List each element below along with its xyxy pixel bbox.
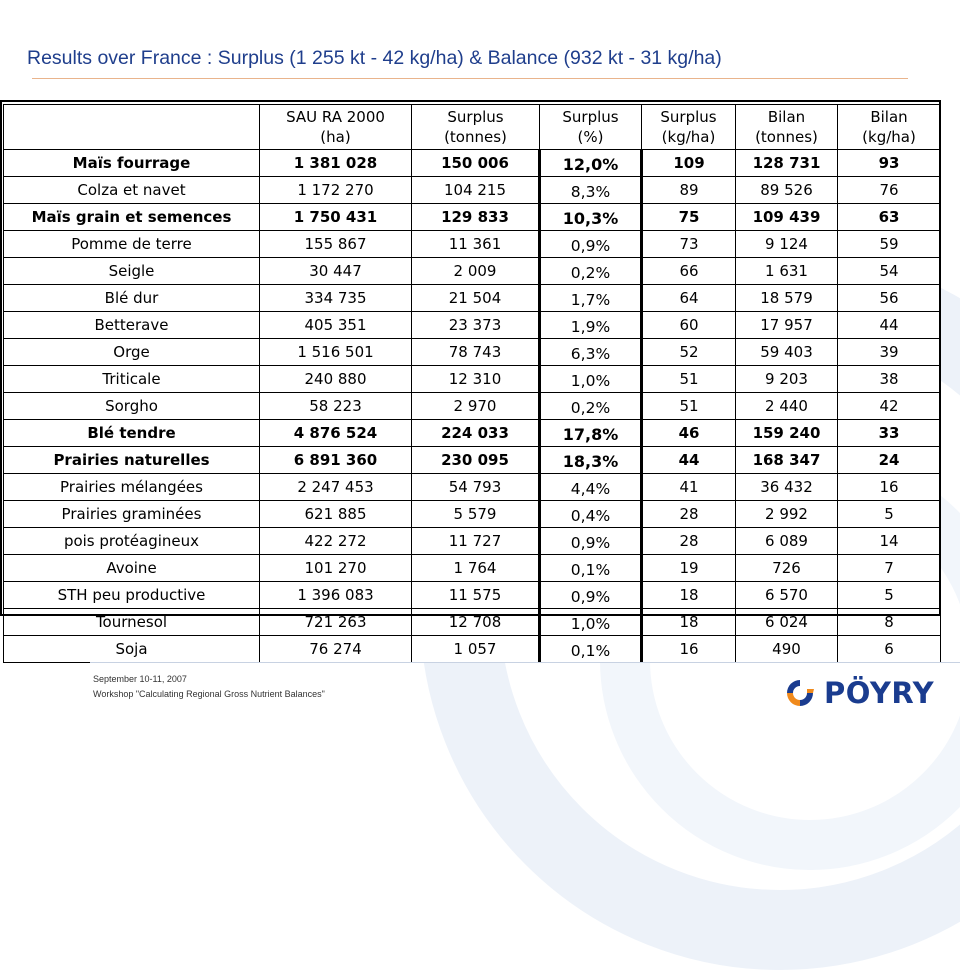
table-cell: 8 [838, 609, 941, 636]
table-cell: 9 124 [736, 231, 838, 258]
table-cell: 1 057 [412, 636, 540, 663]
table-row [4, 393, 941, 420]
table-cell: Triticale [4, 366, 260, 393]
table-cell: 2 247 453 [260, 474, 412, 501]
table-cell: 76 [838, 177, 941, 204]
table-body [4, 150, 941, 663]
table-cell: 6 891 360 [260, 447, 412, 474]
table-cell: 51 [642, 366, 736, 393]
table-cell: 17 957 [736, 312, 838, 339]
table-cell: Pomme de terre [4, 231, 260, 258]
footer-divider [90, 662, 960, 663]
table-cell: 18,3% [540, 447, 642, 474]
table-row [4, 420, 941, 447]
table-cell: 21 504 [412, 285, 540, 312]
table-cell: 93 [838, 150, 941, 177]
table-cell: 89 [642, 177, 736, 204]
table-cell: 39 [838, 339, 941, 366]
table-cell: 1 750 431 [260, 204, 412, 231]
column-header-line: (%) [577, 128, 604, 146]
table-cell: 5 [838, 582, 941, 609]
table-cell: 36 432 [736, 474, 838, 501]
table-cell: Prairies graminées [4, 501, 260, 528]
results-table [3, 104, 941, 663]
table-cell: 9 203 [736, 366, 838, 393]
column-header [4, 105, 260, 150]
header-row [4, 105, 941, 150]
column-header [736, 105, 838, 150]
table-cell: 0,2% [540, 393, 642, 420]
table-cell: 51 [642, 393, 736, 420]
table-cell: 2 009 [412, 258, 540, 285]
table-cell: 1 172 270 [260, 177, 412, 204]
table-header [4, 105, 941, 150]
table-cell: pois protéagineux [4, 528, 260, 555]
table-cell: 11 575 [412, 582, 540, 609]
table-row [4, 258, 941, 285]
table-cell: 129 833 [412, 204, 540, 231]
table-cell: 4 876 524 [260, 420, 412, 447]
table-cell: 0,1% [540, 636, 642, 663]
table-cell: 230 095 [412, 447, 540, 474]
table-cell: 60 [642, 312, 736, 339]
table-row [4, 609, 941, 636]
table-row [4, 285, 941, 312]
footer-workshop: Workshop "Calculating Regional Gross Nutrient Balances" [93, 689, 325, 699]
table-cell: 0,4% [540, 501, 642, 528]
table-cell: 38 [838, 366, 941, 393]
table-cell: Blé dur [4, 285, 260, 312]
table-cell: 75 [642, 204, 736, 231]
table-cell: 159 240 [736, 420, 838, 447]
table-cell: 7 [838, 555, 941, 582]
table-cell: 18 579 [736, 285, 838, 312]
table-cell: 4,4% [540, 474, 642, 501]
column-header [838, 105, 941, 150]
table-cell: 0,9% [540, 528, 642, 555]
table-row [4, 555, 941, 582]
table-cell: 1,0% [540, 366, 642, 393]
logo-text: PÖYRY [824, 676, 935, 710]
table-cell: 2 992 [736, 501, 838, 528]
column-header [540, 105, 642, 150]
table-cell: 16 [642, 636, 736, 663]
table-cell: 8,3% [540, 177, 642, 204]
table-cell: 6 089 [736, 528, 838, 555]
column-header-line: SAU RA 2000 [286, 108, 385, 126]
table-cell: 54 793 [412, 474, 540, 501]
table-cell: 0,9% [540, 582, 642, 609]
table-cell: 168 347 [736, 447, 838, 474]
table-cell: 0,9% [540, 231, 642, 258]
table-cell: 18 [642, 582, 736, 609]
table-cell: 24 [838, 447, 941, 474]
table-cell: 155 867 [260, 231, 412, 258]
table-row [4, 312, 941, 339]
table-cell: 19 [642, 555, 736, 582]
column-header-line: Bilan [767, 108, 806, 126]
column-header-line: (tonnes) [444, 128, 507, 146]
column-header [412, 105, 540, 150]
table-cell: 1 631 [736, 258, 838, 285]
table-cell: 14 [838, 528, 941, 555]
slide-title: Results over France : Surplus (1 255 kt - 42 kg/ha) & Balance (932 kt - 31 kg/ha) [27, 47, 722, 69]
table-cell: 109 439 [736, 204, 838, 231]
table-cell: 63 [838, 204, 941, 231]
table-cell: 18 [642, 609, 736, 636]
column-header [260, 105, 412, 150]
table-cell: 2 440 [736, 393, 838, 420]
table-cell: 490 [736, 636, 838, 663]
table-cell: 30 447 [260, 258, 412, 285]
column-header-line: (kg/ha) [862, 128, 916, 146]
table-cell: 17,8% [540, 420, 642, 447]
table-cell: Avoine [4, 555, 260, 582]
table-row [4, 204, 941, 231]
table-cell: 1 396 083 [260, 582, 412, 609]
table-cell: 89 526 [736, 177, 838, 204]
table-cell: 58 223 [260, 393, 412, 420]
table-row [4, 150, 941, 177]
table-cell: 28 [642, 528, 736, 555]
table-cell: 101 270 [260, 555, 412, 582]
table-cell: 78 743 [412, 339, 540, 366]
table-cell: 1 764 [412, 555, 540, 582]
table-cell: 12 310 [412, 366, 540, 393]
table-cell: 33 [838, 420, 941, 447]
table-row [4, 447, 941, 474]
table-cell: 150 006 [412, 150, 540, 177]
column-header-line: (tonnes) [755, 128, 818, 146]
table-cell: 11 361 [412, 231, 540, 258]
table-cell: 726 [736, 555, 838, 582]
table-cell: 405 351 [260, 312, 412, 339]
table-cell: Tournesol [4, 609, 260, 636]
table-cell: 10,3% [540, 204, 642, 231]
table-cell: Seigle [4, 258, 260, 285]
table-cell: 6 570 [736, 582, 838, 609]
column-header [642, 105, 736, 150]
column-header-line: Bilan [870, 108, 908, 126]
poyry-logo-icon [780, 676, 820, 710]
table-cell: 1,0% [540, 609, 642, 636]
table-cell: 11 727 [412, 528, 540, 555]
table-cell: Prairies mélangées [4, 474, 260, 501]
table-cell: 64 [642, 285, 736, 312]
table-cell: 0,1% [540, 555, 642, 582]
poyry-logo [780, 676, 934, 710]
table-cell: 104 215 [412, 177, 540, 204]
table-cell: 41 [642, 474, 736, 501]
column-header-line: Surplus [447, 108, 504, 126]
table-cell: 5 [838, 501, 941, 528]
table-cell: Maïs fourrage [4, 150, 260, 177]
table-cell: 12 708 [412, 609, 540, 636]
table-cell: 46 [642, 420, 736, 447]
table-cell: 42 [838, 393, 941, 420]
footer-date: September 10-11, 2007 [93, 674, 187, 684]
table-cell: Maïs grain et semences [4, 204, 260, 231]
table-cell: 240 880 [260, 366, 412, 393]
table-cell: 0,2% [540, 258, 642, 285]
table-row [4, 636, 941, 663]
table-cell: 334 735 [260, 285, 412, 312]
table-cell: 73 [642, 231, 736, 258]
table-cell: 16 [838, 474, 941, 501]
table-cell: 2 970 [412, 393, 540, 420]
table-cell: 23 373 [412, 312, 540, 339]
table-cell: 59 [838, 231, 941, 258]
table-cell: Orge [4, 339, 260, 366]
table-cell: 1 516 501 [260, 339, 412, 366]
table-cell: 224 033 [412, 420, 540, 447]
table-cell: Sorgho [4, 393, 260, 420]
table-cell: 1,9% [540, 312, 642, 339]
table-cell: 12,0% [540, 150, 642, 177]
column-header-line: Surplus [562, 108, 619, 126]
table-row [4, 339, 941, 366]
table-cell: Colza et navet [4, 177, 260, 204]
table-row [4, 501, 941, 528]
title-divider [32, 78, 908, 79]
table-cell: Soja [4, 636, 260, 663]
table-cell: 621 885 [260, 501, 412, 528]
table-cell: 6 024 [736, 609, 838, 636]
table-cell: 6,3% [540, 339, 642, 366]
table-cell: 6 [838, 636, 941, 663]
table-cell: 44 [838, 312, 941, 339]
table-cell: Prairies naturelles [4, 447, 260, 474]
table-cell: 59 403 [736, 339, 838, 366]
table-row [4, 177, 941, 204]
table-cell: 1 381 028 [260, 150, 412, 177]
table-row [4, 474, 941, 501]
table-row [4, 528, 941, 555]
table-cell: 128 731 [736, 150, 838, 177]
table-cell: 54 [838, 258, 941, 285]
table-row [4, 231, 941, 258]
table-row [4, 582, 941, 609]
table-cell: 721 263 [260, 609, 412, 636]
table-cell: 56 [838, 285, 941, 312]
table-cell: 28 [642, 501, 736, 528]
column-header-line: Surplus [660, 108, 717, 126]
table-cell: Blé tendre [4, 420, 260, 447]
table-cell: Betterave [4, 312, 260, 339]
table-cell: 52 [642, 339, 736, 366]
column-header-line: (kg/ha) [661, 128, 716, 146]
table-cell: 66 [642, 258, 736, 285]
table-cell: 76 274 [260, 636, 412, 663]
table-cell: STH peu productive [4, 582, 260, 609]
column-header-line: (ha) [320, 128, 351, 146]
table-cell: 5 579 [412, 501, 540, 528]
table-row [4, 366, 941, 393]
table-cell: 1,7% [540, 285, 642, 312]
table-cell: 44 [642, 447, 736, 474]
table-cell: 109 [642, 150, 736, 177]
table-cell: 422 272 [260, 528, 412, 555]
